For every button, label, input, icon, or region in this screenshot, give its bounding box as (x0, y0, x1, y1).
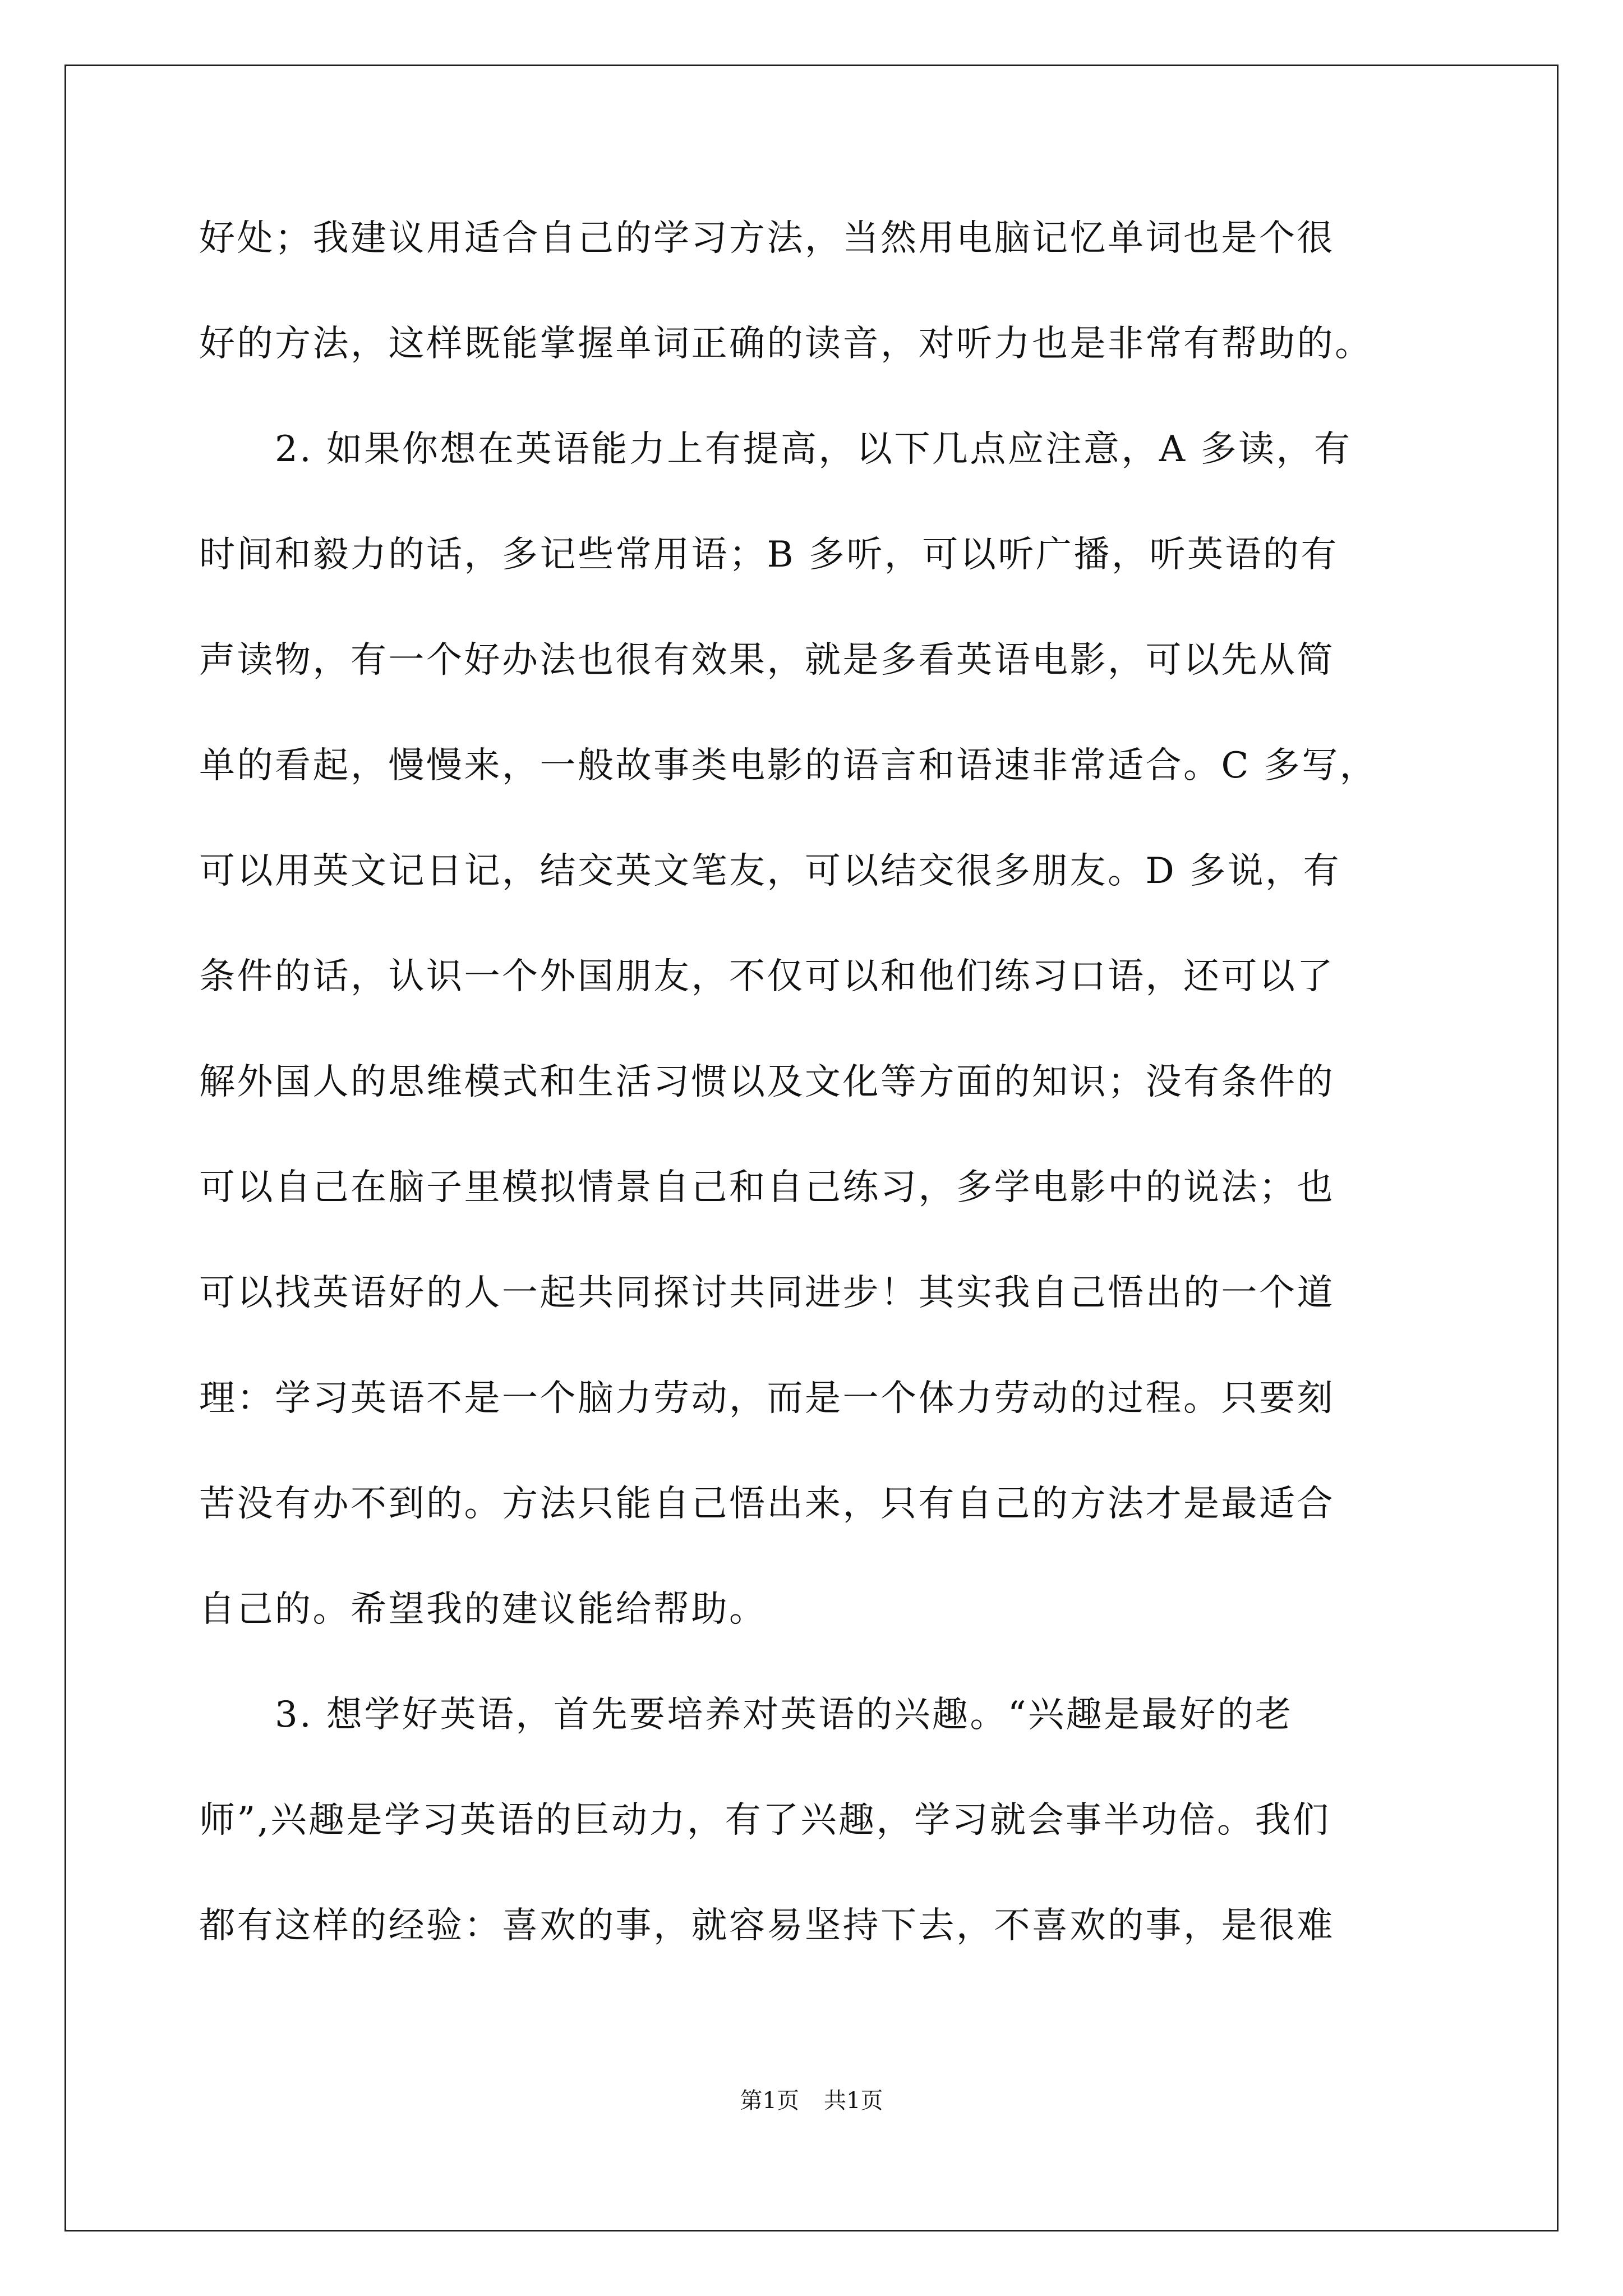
text-line: 可以用英文记日记，结交英文笔友，可以结交很多朋友。D 多说，有 (199, 850, 1341, 892)
text-line: 时间和毅力的话，多记些常用语；B 多听，可以听广播，听英语的有 (199, 534, 1339, 576)
text-line: 条件的话，认识一个外国朋友，不仅可以和他们练习口语，还可以了 (199, 956, 1335, 997)
page-footer (0, 2087, 1623, 2115)
text-line: 都有这样的经验：喜欢的事，就容易坚持下去，不喜欢的事，是很难 (199, 1905, 1335, 1947)
text-line: 好的方法，这样既能掌握单词正确的读音，对听力也是非常有帮助的。 (199, 323, 1373, 365)
paragraph-start-line: 2. 如果你想在英语能力上有提高，以下几点应注意，A 多读，有 (275, 429, 1352, 470)
text-line: 声读物，有一个好办法也很有效果，就是多看英语电影，可以先从简 (199, 639, 1335, 681)
text-line: 好处；我建议用适合自己的学习方法，当然用电脑记忆单词也是个很 (199, 218, 1335, 259)
text-line: 师”,兴趣是学习英语的巨动力，有了兴趣，学习就会事半功倍。我们 (199, 1800, 1331, 1841)
text-line: 可以找英语好的人一起共同探讨共同进步！其实我自己悟出的一个道 (199, 1272, 1335, 1314)
text-line: 理：学习英语不是一个脑力劳动，而是一个体力劳动的过程。只要刻 (199, 1378, 1335, 1419)
text-line: 自己的。希望我的建议能给帮助。 (199, 1589, 767, 1630)
text-line: 可以自己在脑子里模拟情景自己和自己练习，多学电影中的说法；也 (199, 1167, 1335, 1208)
body-text (199, 210, 1422, 2003)
text-line: 苦没有办不到的。方法只能自己悟出来，只有自己的方法才是最适合 (199, 1483, 1335, 1525)
text-line: 单的看起，慢慢来，一般故事类电影的语言和语速非常适合。C 多写， (199, 745, 1378, 786)
text-line: 解外国人的思维模式和生活习惯以及文化等方面的知识；没有条件的 (199, 1061, 1335, 1103)
page-number: 第1页 (740, 2088, 799, 2114)
paragraph-start-line: 3. 想学好英语，首先要培养对英语的兴趣。“兴趣是最好的老 (275, 1694, 1293, 1736)
page-total: 共1页 (824, 2088, 883, 2114)
